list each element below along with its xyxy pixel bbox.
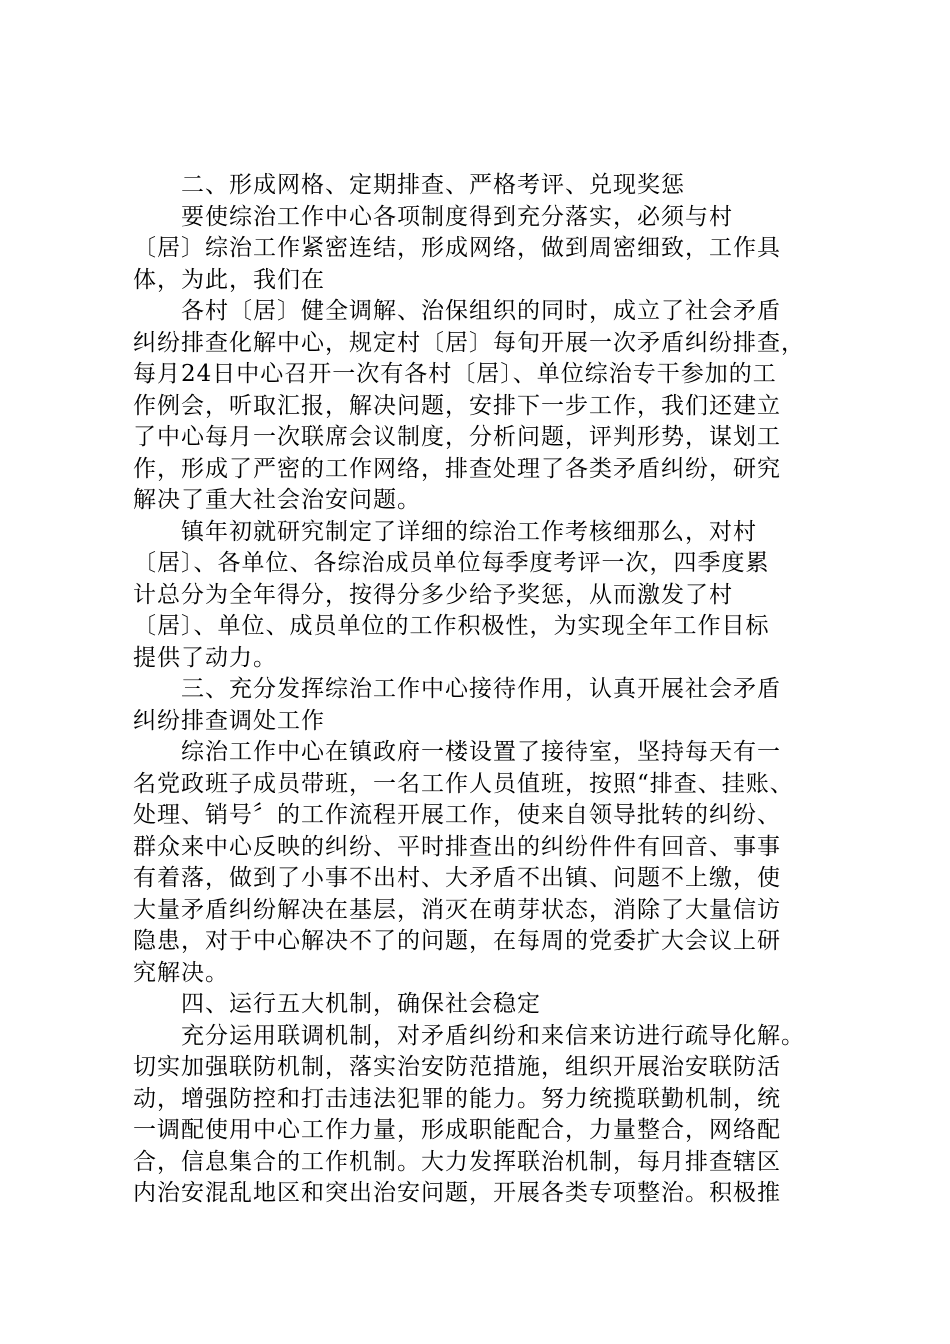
text-line: 名党政班子成员带班，一名工作人员值班，按照“排查、挂账、 [133, 770, 794, 797]
text-line: 内治安混乱地区和突出治安问题，开展各类专项整治。积极推 [133, 1180, 781, 1206]
text-line: 有着落，做到了小事不出村、大矛盾不出镇、问题不上缴，使 [133, 865, 781, 891]
text-line: 解决了重大社会治安问题。 [133, 487, 421, 513]
text-line: 隐患，对于中心解决不了的问题，在每周的党委扩大会议上研 [133, 928, 781, 954]
text-line: 四、运行五大机制，确保社会稳定 [181, 991, 541, 1017]
text-line: 群众来中心反映的纠纷、平时排查出的纠纷件件有回音、事事 [133, 833, 781, 860]
text-line: 提供了动力。 [133, 644, 277, 671]
text-line: 充分运用联调机制，对矛盾纠纷和来信来访进行疏导化解。 [181, 1022, 805, 1049]
text-line: 镇年初就研究制定了详细的综治工作考核细那么，对村 [181, 518, 757, 545]
text-line: 〔居〕、各单位、各综治成员单位每季度考评一次，四季度累 [133, 550, 770, 576]
text-line: 二、形成网格、定期排查、严格考评、兑现奖惩 [181, 172, 685, 198]
text-line: 〔居〕、单位、成员单位的工作积极性，为实现全年工作目标 [133, 613, 770, 639]
text-line: 作，形成了严密的工作网络，排查处理了各类矛盾纠纷，研究 [133, 455, 781, 482]
text-line: 综治工作中心在镇政府一楼设置了接待室，坚持每天有一 [181, 739, 781, 765]
text-line: 动，增强防控和打击违法犯罪的能力。努力统揽联勤机制，统 [133, 1085, 781, 1112]
text-line: 究解决。 [133, 959, 229, 986]
text-line: 〔居〕综治工作紧密连结，形成网络，做到周密细致，工作具 [133, 235, 781, 261]
text-line: 体，为此，我们在 [133, 266, 325, 293]
text-line: 计总分为全年得分，按得分多少给予奖惩，从而激发了村 [133, 581, 733, 608]
text-line: 各村〔居〕健全调解、治保组织的同时，成立了社会矛盾 [181, 298, 781, 324]
text-line: 一调配使用中心工作力量，形成职能配合，力量整合，网络配 [133, 1117, 781, 1143]
text-line: 合，信息集合的工作机制。大力发挥联治机制，每月排查辖区 [133, 1148, 781, 1175]
text-line: 了中心每月一次联席会议制度，分析问题，评判形势，谋划工 [133, 424, 781, 450]
text-line: 要使综治工作中心各项制度得到充分落实，必须与村 [181, 203, 733, 230]
text-line: 三、充分发挥综治工作中心接待作用，认真开展社会矛盾 [181, 676, 781, 702]
text-line: 作例会，听取汇报，解决问题，安排下一步工作，我们还建立 [133, 392, 781, 419]
text-line: 切实加强联防机制，落实治安防范措施，组织开展治安联防活 [133, 1054, 781, 1080]
text-line: 大量矛盾纠纷解决在基层，消灭在萌芽状态，消除了大量信访 [133, 896, 781, 923]
text-line: 纠纷排查化解中心，规定村〔居〕每旬开展一次矛盾纠纷排查， [133, 329, 805, 356]
text-line: 纠纷排查调处工作 [133, 707, 325, 734]
document-body [133, 170, 823, 1210]
text-line: 处理、销号〞的工作流程开展工作，使来自领导批转的纠纷、 [133, 802, 781, 828]
text-line: 每月24日中心召开一次有各村〔居〕、单位综治专干参加的工 [133, 361, 777, 387]
